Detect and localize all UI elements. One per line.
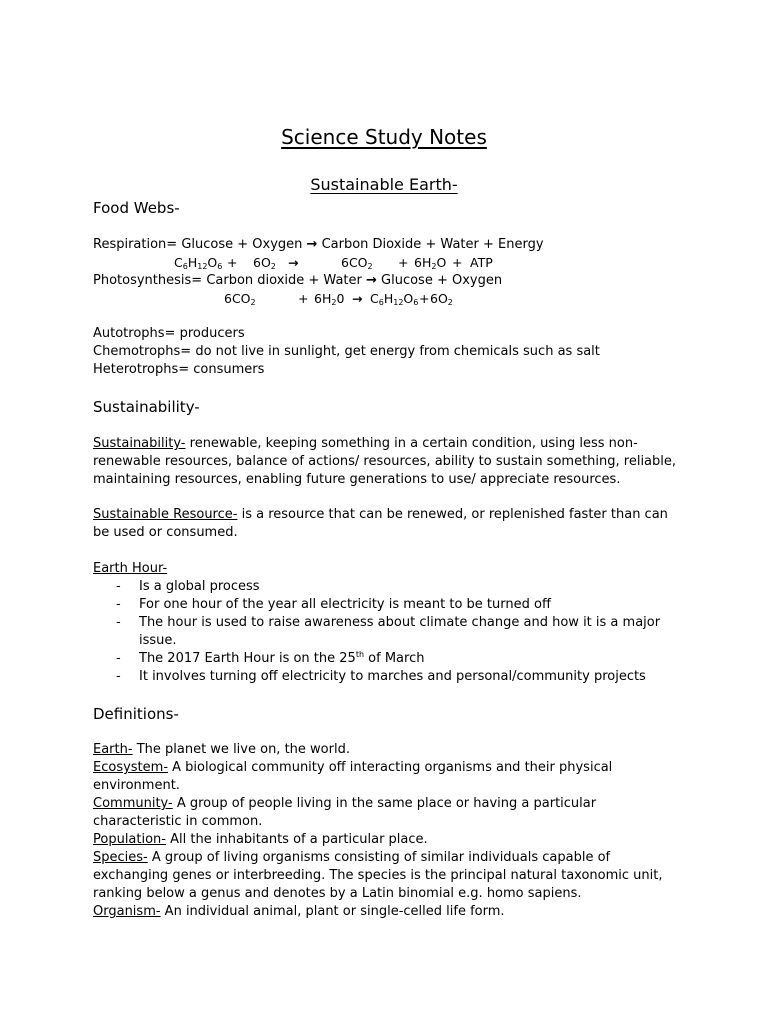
respiration-formula-atp: ATP [470, 255, 493, 270]
page-title: Science Study Notes [281, 125, 487, 149]
photosynthesis-text: Carbon dioxide + Water [202, 273, 366, 288]
list-item: - The 2017 Earth Hour is on the 25th of March [116, 650, 425, 666]
autotrophs-definition: Autotrophs= producers [93, 326, 245, 341]
definition-item: Earth- The planet we live on, the world. [93, 742, 350, 757]
respiration-result: Carbon Dioxide + Water + Energy [317, 237, 544, 252]
definition-item: Population- All the inhabitants of a particular place. [93, 832, 428, 847]
arrow-right-icon: → [306, 237, 318, 252]
respiration-label: Respiration= [93, 237, 178, 252]
term-sustainable-resource: Sustainable Resource- [93, 507, 238, 522]
sustainable-resource-text: is a resource that can be renewed, or replenished faster than can be used or consumed. [93, 507, 668, 540]
earth-hour-block [93, 560, 683, 686]
term-sustainability: Sustainability- [93, 436, 186, 451]
photosynthesis-label: Photosynthesis= [93, 273, 203, 288]
list-item: - For one hour of the year all electricity is meant to be turned off [116, 597, 551, 612]
heading-definitions: Definitions- [93, 705, 179, 723]
definition-item: Ecosystem- A biological community off interacting organisms and their physical environment. [93, 760, 613, 793]
definitions-section [93, 704, 683, 724]
respiration-formula-plus: + [398, 255, 409, 270]
earth-hour-list [93, 578, 683, 686]
definition-item: Species- A group of living organisms consisting of similar individuals capable of exchanging genes or interbreeding. The species is the principal natural taxonomic unit, ranking below a genus and denotes by a Latin binomial e.g. homo sapiens. [93, 850, 663, 901]
definition-item: Organism- An individual animal, plant or single-celled life form. [93, 904, 505, 919]
section-title-sustainable-earth: Sustainable Earth- [310, 175, 458, 194]
arrow-right-icon: → [352, 291, 363, 306]
photosynthesis-formula-co2: $6CO_2$ [224, 291, 256, 307]
chemotrophs-definition: Chemotrophs= do not live in sunlight, get energy from chemicals such as salt [93, 344, 600, 359]
photosynthesis-formula-plus: + [298, 291, 309, 306]
sustainability-definition [93, 435, 683, 489]
heterotrophs-definition: Heterotrophs= consumers [93, 362, 265, 377]
term-earth-hour: Earth Hour- [93, 561, 168, 576]
photosynthesis-formula-plus: + [419, 291, 430, 306]
photosynthesis-line [93, 272, 683, 290]
respiration-formula-plus: + [452, 255, 463, 270]
photosynthesis-formula-water: $6H_20$ [314, 291, 345, 307]
arrow-right-icon: → [365, 273, 377, 288]
photosynthesis-formula-oxygen: $6O_2$ [430, 291, 453, 307]
respiration-formula-glucose: $C_6H_{12}O_6$ [174, 255, 223, 271]
heading-food-webs: Food Webs- [93, 199, 180, 217]
list-item: - It involves turning off electricity to marches and personal/community projects [116, 669, 646, 684]
respiration-formula-oxygen: $6O_2$ [253, 255, 276, 271]
arrow-right-icon: → [288, 255, 299, 270]
respiration-formula-water: $6H_2O$ [414, 255, 447, 271]
photosynthesis-result: Glucose + Oxygen [376, 273, 503, 288]
respiration-text: Glucose + Oxygen [177, 237, 307, 252]
list-item: - Is a global process [116, 579, 260, 594]
respiration-line [93, 236, 683, 254]
sustainability-text: renewable, keeping something in a certain condition, using less non-renewable resources, balance of actions/ resources, ability to sustain something, reliable, maintaining resources, enabling future generations to use/ appreciate resources. [93, 436, 677, 487]
sustainable-resource-definition [93, 506, 683, 542]
definitions-list [93, 741, 683, 921]
food-webs-section [93, 198, 683, 218]
definition-item: Community- A group of people living in the same place or having a particular characteristic in common. [93, 796, 597, 829]
sustainability-section [93, 397, 683, 417]
respiration-formula-co2: $6CO_2$ [341, 255, 373, 271]
list-item: - The hour is used to raise awareness about climate change and how it is a major issue. [116, 615, 661, 648]
photosynthesis-formula-glucose: $C_6H_{12}O_6$ [370, 291, 419, 307]
heading-sustainability: Sustainability- [93, 398, 200, 416]
trophs-list [93, 325, 683, 379]
respiration-formula-plus: + [227, 255, 238, 270]
